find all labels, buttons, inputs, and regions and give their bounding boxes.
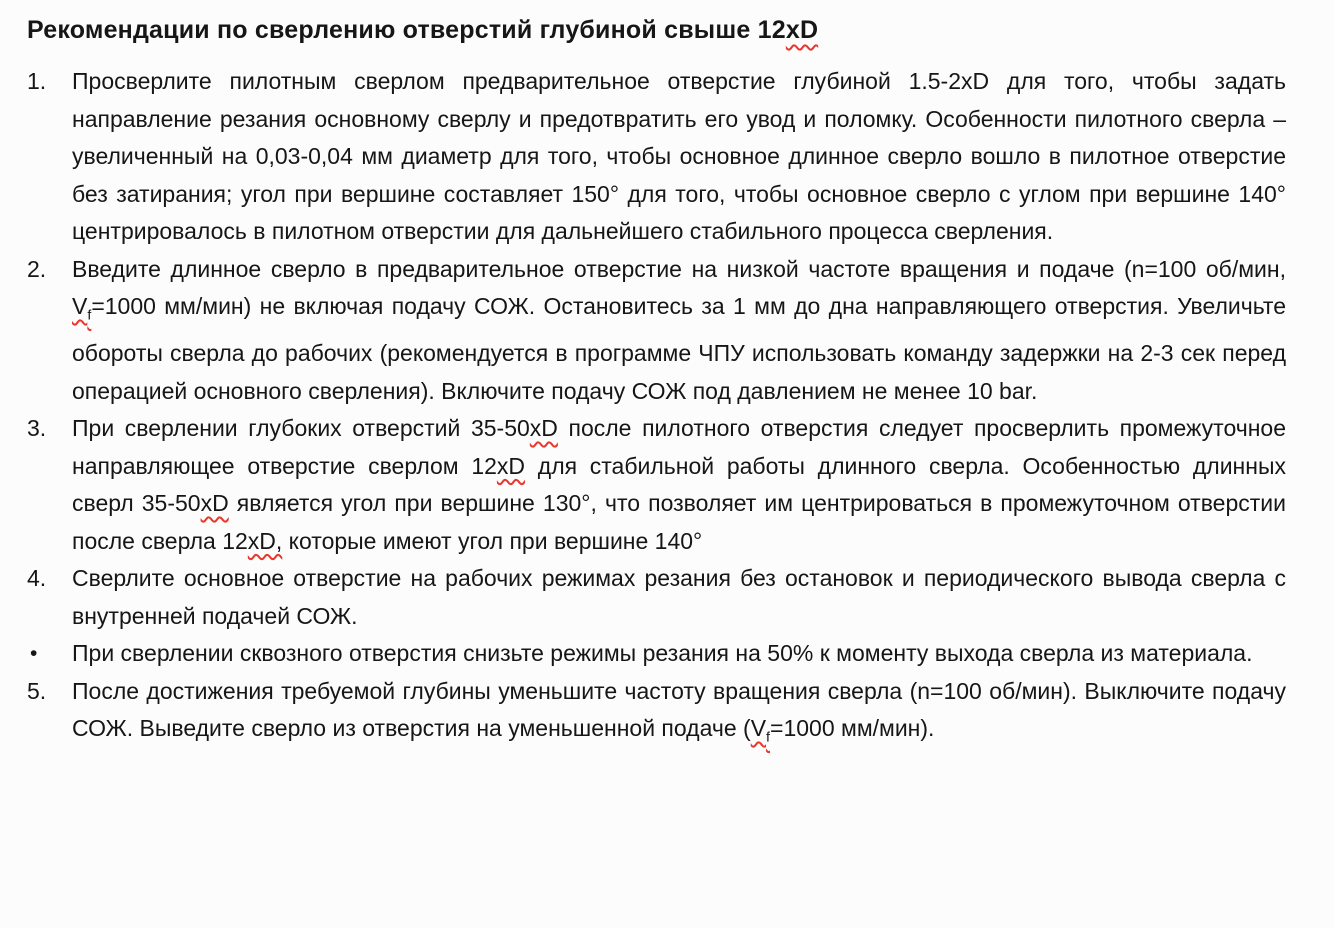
list-item-marker: 3. — [27, 415, 47, 442]
text-segment: Введите длинное сверло в предварительное отверстие на низкой частоте вращения и подаче (n=100 об/мин, — [72, 255, 1293, 282]
text-segment: =1000 мм/мин). — [770, 715, 935, 742]
text-segment: После достижения требуемой глубины уменьшите частоту вращения сверла (n=100 об/мин). Выключите подачу СОЖ. Выведите сверло из отверстия на уменьшенной подаче ( — [72, 677, 1293, 742]
list-item-marker: 1. — [27, 68, 47, 94]
numbered-list-item — [27, 560, 1293, 635]
misspelled-text-segment: V — [750, 715, 767, 742]
list-item-marker: 5. — [27, 677, 47, 704]
misspelled-text-segment: xD — [529, 415, 558, 442]
text-segment: Рекомендации по сверлению отверстий глубиной свыше 12 — [27, 16, 786, 44]
list-item-marker: 4. — [27, 565, 47, 592]
list-item-text — [72, 251, 1293, 411]
list-item-text — [72, 673, 1293, 758]
list-item-text — [72, 635, 1286, 673]
bullet-list-item — [27, 635, 1286, 673]
numbered-list-item — [27, 63, 1293, 251]
numbered-list-item — [27, 673, 1293, 758]
numbered-list-item — [27, 410, 1293, 560]
list-item-marker: 2. — [27, 255, 47, 282]
document-title — [27, 14, 1286, 46]
misspelled-text-segment: V — [72, 293, 88, 319]
misspelled-text-segment: xD — [200, 490, 229, 517]
misspelled-text-segment: f — [87, 307, 92, 324]
recommendations-list — [27, 63, 1293, 757]
text-segment: При сверлении сквозного отверстия снизьте режимы резания на 50% к моменту выхода сверла из материала. — [72, 640, 1253, 667]
text-segment: При сверлении глубоких отверстий 35-50 — [72, 415, 530, 442]
text-segment: Сверлите основное отверстие на рабочих режимах резания без остановок и периодического вывода сверла с внутренней подачей СОЖ. — [72, 565, 1293, 629]
misspelled-text-segment: xD — [785, 16, 819, 44]
list-item-marker: • — [30, 642, 38, 666]
text-segment: =1000 мм/мин) не включая подачу СОЖ. Остановитесь за 1 мм до дна направляющего отверстия. Увеличьте обороты сверла до рабочих (рекомендуется в программе ЧПУ использовать команду задержки на 2-3 сек перед операцией основного сверления). Включите подачу СОЖ под давлением не менее 10 bar. — [72, 293, 1293, 404]
misspelled-text-segment: f — [766, 729, 771, 746]
list-item-text — [72, 410, 1293, 560]
misspelled-text-segment: xD — [496, 452, 526, 479]
text-segment: является угол при вершине 130°, что позволяет им центрироваться в промежуточном отверстии после сверла 12 — [72, 490, 1293, 554]
text-segment: Просверлите пилотным сверлом предварительное отверстие глубиной 1.5-2xD для того, чтобы задать направление резания основному сверлу и предотвратить его увод и поломку. Особенности пилотного сверла – увеличенный на 0,03-0,04 мм диаметр для того, чтобы основное длинное сверло вошло в пилотное отверстие без затирания; угол при вершине составляет 150° для того, чтобы основное сверло с углом при вершине 140° центрировалось в пилотном отверстии для дальнейшего стабильного процесса сверления. — [72, 68, 1293, 244]
numbered-list-item — [27, 251, 1293, 411]
text-segment: для стабильной работы длинного сверла. Особенностью длинных сверл 35-50 — [72, 452, 1293, 517]
text-segment: после пилотного отверстия следует просверлить промежуточное направляющее отверстие сверлом 12 — [72, 415, 1293, 479]
list-item-text — [72, 63, 1293, 251]
misspelled-text-segment: xD, — [247, 527, 283, 554]
text-segment: которые имеют угол при вершине 140° — [282, 527, 703, 554]
list-item-text — [72, 560, 1293, 635]
